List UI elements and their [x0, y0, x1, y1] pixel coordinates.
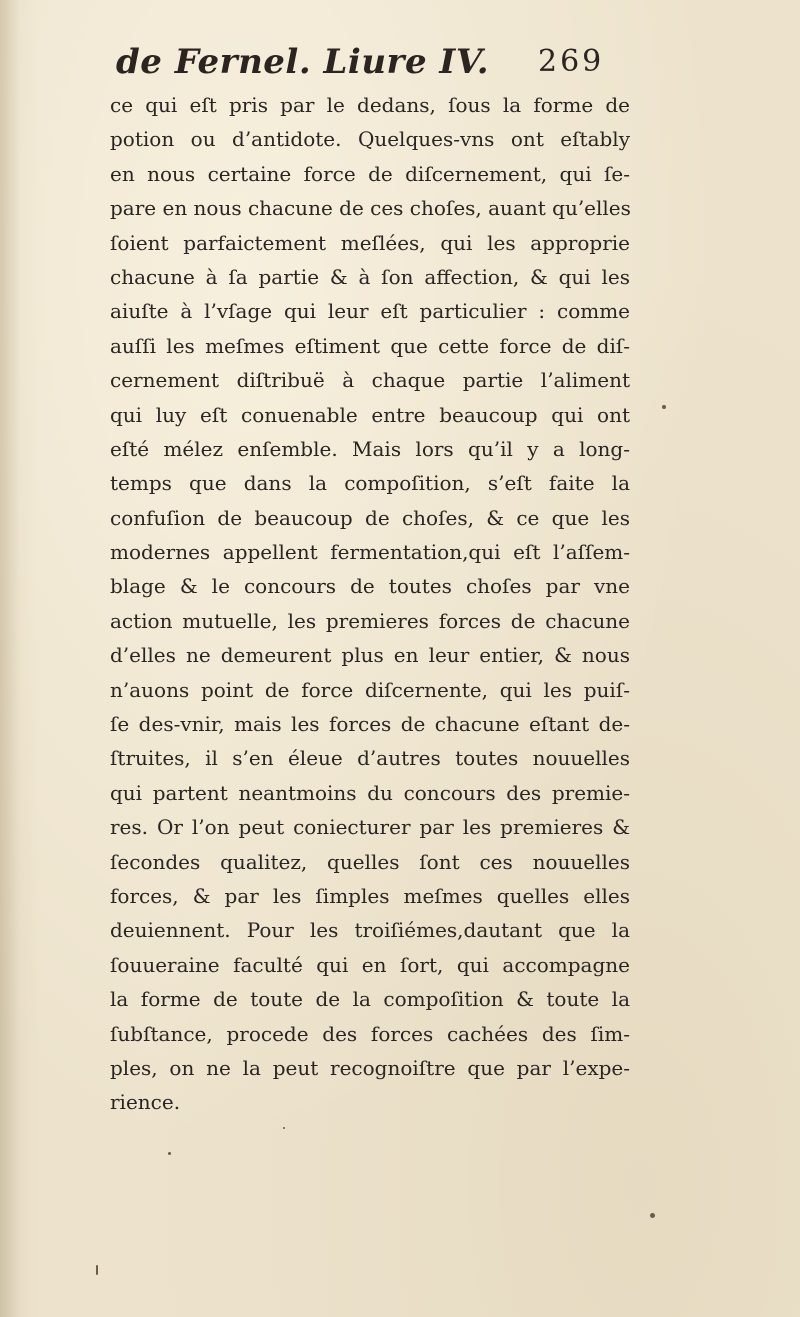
text-line: modernes appellent fermentation,qui eſt l’aſſem- — [110, 540, 630, 565]
text-line: cernement diſtribuë à chaque partie l’aliment — [110, 368, 630, 393]
text-line: ſtruites, il s’en éleue d’autres toutes nouuelles — [110, 746, 630, 771]
text-line: ſoient parfaictement meſlées, qui les approprie — [110, 230, 630, 255]
text-line: ſouueraine faculté qui en ſort, qui accompagne — [110, 952, 630, 977]
text-line: qui partent neantmoins du concours des premie- — [110, 780, 630, 805]
text-line: res. Or l’on peut coniecturer par les premieres & — [110, 815, 630, 840]
page-gutter-shadow — [0, 0, 20, 1317]
text-line: potion ou d’antidote. Quelques-vns ont eſtably — [110, 127, 630, 152]
text-line: en nous certaine force de diſcernement, qui ſe- — [110, 161, 630, 186]
paper-speck — [283, 1127, 285, 1129]
text-line: deuiennent. Pour les troiſiémes,dautant que la — [110, 918, 630, 943]
text-line: eſté mélez enſemble. Mais lors qu’il y a long- — [110, 436, 630, 461]
page-number: 269 — [538, 44, 605, 79]
text-line: la forme de toute de la compoſition & toute la — [110, 987, 630, 1012]
text-line: pare en nous chacune de ces choſes, auant qu’elles — [110, 196, 631, 221]
text-line: blage & le concours de toutes choſes par vne — [110, 574, 630, 599]
paper-speck — [662, 405, 666, 409]
text-line: ples, on ne la peut recognoiſtre que par l’expe- — [110, 1055, 630, 1080]
text-line: aiuſte à l’vſage qui leur eſt particulier : comme — [110, 299, 630, 324]
text-line: ce qui eſt pris par le dedans, ſous la forme de — [110, 93, 630, 117]
text-line: ſe des-vnir, mais les forces de chacune eſtant de- — [110, 712, 630, 737]
text-line: n’auons point de force diſcernente, qui les puiſ- — [110, 677, 630, 702]
text-line: action mutuelle, les premieres forces de chacune — [110, 608, 630, 633]
paper-speck — [650, 1213, 655, 1218]
text-line: d’elles ne demeurent plus en leur entier, & nous — [110, 643, 630, 668]
text-line: confuſion de beaucoup de choſes, & ce que les — [110, 505, 630, 530]
text-line: qui luy eſt conuenable entre beaucoup qui ont — [110, 402, 630, 427]
paper-speck — [96, 1265, 98, 1275]
body-text — [110, 88, 630, 1120]
text-line-last: rience. — [110, 1090, 181, 1115]
text-line: forces, & par les ſimples meſmes quelles elles — [110, 883, 630, 908]
text-line: chacune à ſa partie & à ſon affection, & qui les — [110, 264, 630, 289]
text-line: auſſi les meſmes eſtiment que cette force de diſ- — [110, 333, 630, 358]
text-line: ſecondes qualitez, quelles ſont ces nouuelles — [110, 849, 630, 874]
text-line: temps que dans la compoſition, s’eſt faite la — [110, 471, 630, 496]
paper-speck — [168, 1152, 171, 1155]
running-title: de Fernel. Liure IV. — [116, 42, 490, 82]
text-line: ſubſtance, procede des forces cachées des ſim- — [110, 1021, 630, 1046]
